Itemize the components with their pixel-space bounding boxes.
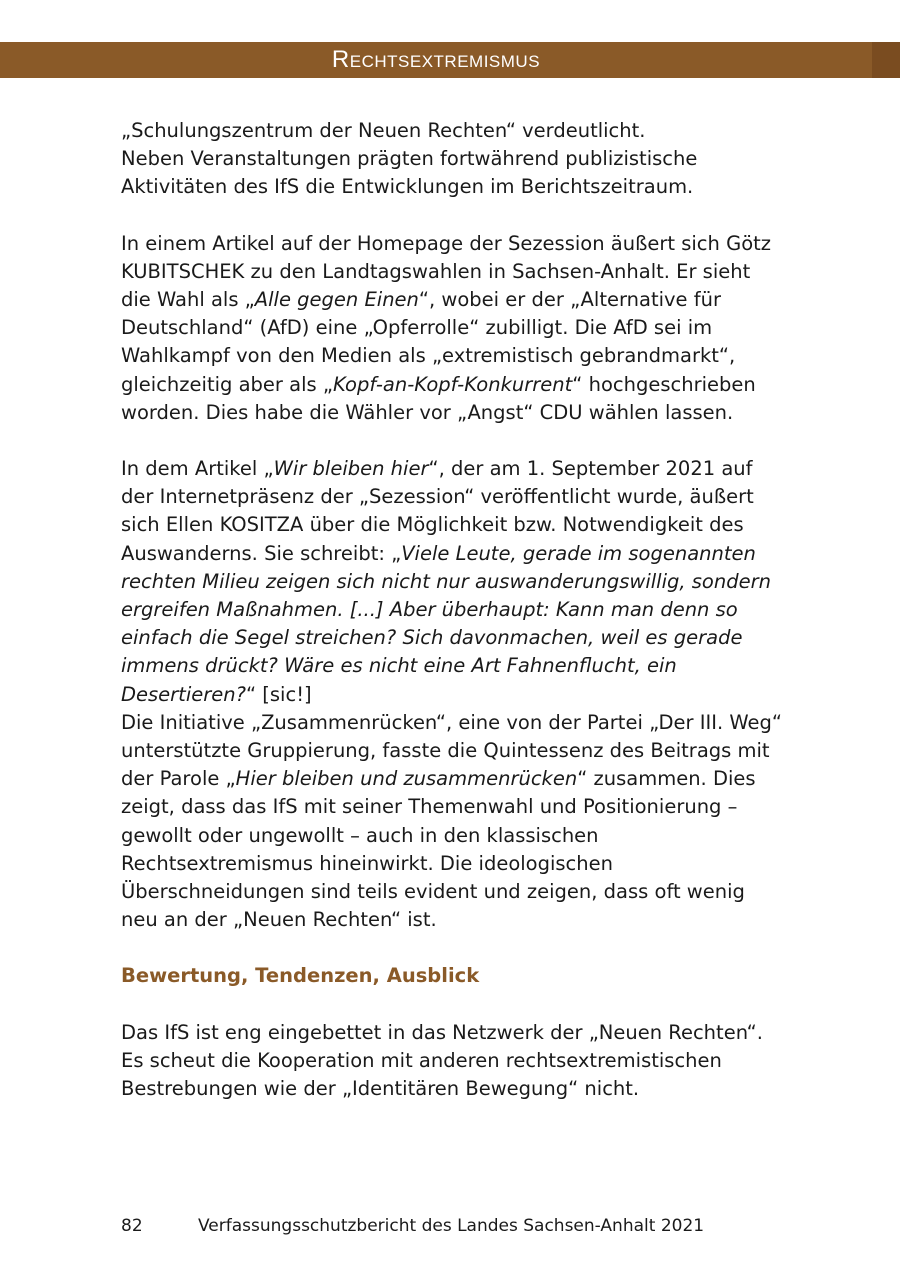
quote-kopf-an-kopf: Kopf-an-Kopf-Konkurrent (332, 372, 573, 396)
paragraph-2 (121, 230, 786, 427)
paragraph-3-text-a: In dem Artikel „ (121, 457, 274, 481)
paragraph-4-text-c: “ zusammen. Dies zeigt, dass das IfS mit seiner Themenwahl und Positionierung – gewollt oder ungewollt – auch in den klassischen Rechtsextremismus hineinwirkt. Die ideologischen Überschneidungen sind teils evident und zeigen, dass oft wenig neu an der „Neuen Rechten“ ist. (121, 767, 756, 932)
paragraph-4-text-a: Die Initiative „Zusammenrücken“, eine von der Partei „Der III. Weg“ unterstützte Gruppierung, fasste die Quintessenz des Beitrags mit der Parole „ (121, 710, 782, 791)
publication-title: Verfassungsschutzbericht des Landes Sachsen-Anhalt 2021 (198, 1216, 705, 1236)
paragraph-4 (121, 709, 786, 935)
paragraph-3 (121, 455, 786, 709)
paragraph-2-text-c: “, wobei er der „Alternative für Deutschland“ (AfD) eine „Opferrolle“ zubilligt. Die AfD sei im Wahlkampf von den Medien als „extremistisch gebrandmarkt“, gleichzeitig aber als „ (121, 288, 736, 396)
quote-kositza: Viele Leute, gerade im sogenannten rechten Milieu zeigen sich nicht nur auswanderungswillig, sondern ergreifen Maßnahmen. [...] Aber überhaupt: Kann man denn so einfach die Segel streichen? Sich davonmachen, weil es gerade immens drückt? Wäre es nicht eine Art Fahnenflucht, ein Desertieren? (121, 541, 771, 706)
paragraph-2-text-e: “ hochgeschrieben worden. Dies habe die Wähler vor „Angst“ CDU wählen lassen. (121, 372, 756, 424)
header-tab-marker (872, 42, 900, 78)
quote-wir-bleiben-hier: Wir bleiben hier (273, 457, 429, 481)
page-body (121, 117, 786, 1103)
section-header-band (0, 42, 900, 78)
section-heading: Bewertung, Tendenzen, Ausblick (121, 964, 480, 988)
paragraph-3-text-c: “, der am 1. September 2021 auf der Internetpräsenz der „Sezession“ veröffentlicht wurde, äußert sich Ellen KOSITZA über die Möglichkeit bzw. Notwendigkeit des Auswanderns. Sie schreibt: „ (121, 457, 754, 565)
paragraph-3-text-e: “ [sic!] (245, 682, 312, 706)
page-number: 82 (121, 1216, 143, 1236)
quote-alle-gegen-einen: Alle gegen Einen (254, 288, 419, 312)
paragraph-5: Das IfS ist eng eingebettet in das Netzwerk der „Neuen Rechten“. Es scheut die Kooperation mit anderen rechtsextremistischen Bestrebungen wie der „Identitären Bewegung“ nicht. (121, 1020, 763, 1101)
paragraph-1-line-2: Neben Veranstaltungen prägten fortwährend publizistische Aktivitäten des IfS die Entwicklungen im Berichtszeitraum. (121, 147, 698, 199)
paragraph-2-text-a: In einem Artikel auf der Homepage der Sezession äußert sich Götz KUBITSCHEK zu den Landtagswahlen in Sachsen-Anhalt. Er sieht die Wahl als „ (121, 231, 772, 312)
paragraph-1 (121, 117, 786, 202)
section-title: Rechtsextremismus (331, 46, 541, 73)
page-footer (121, 1214, 821, 1238)
quote-zusammenruecken: Hier bleiben und zusammenrücken (235, 767, 578, 791)
paragraph-1-line-1: „Schulungszentrum der Neuen Rechten“ verdeutlicht. (121, 119, 646, 142)
